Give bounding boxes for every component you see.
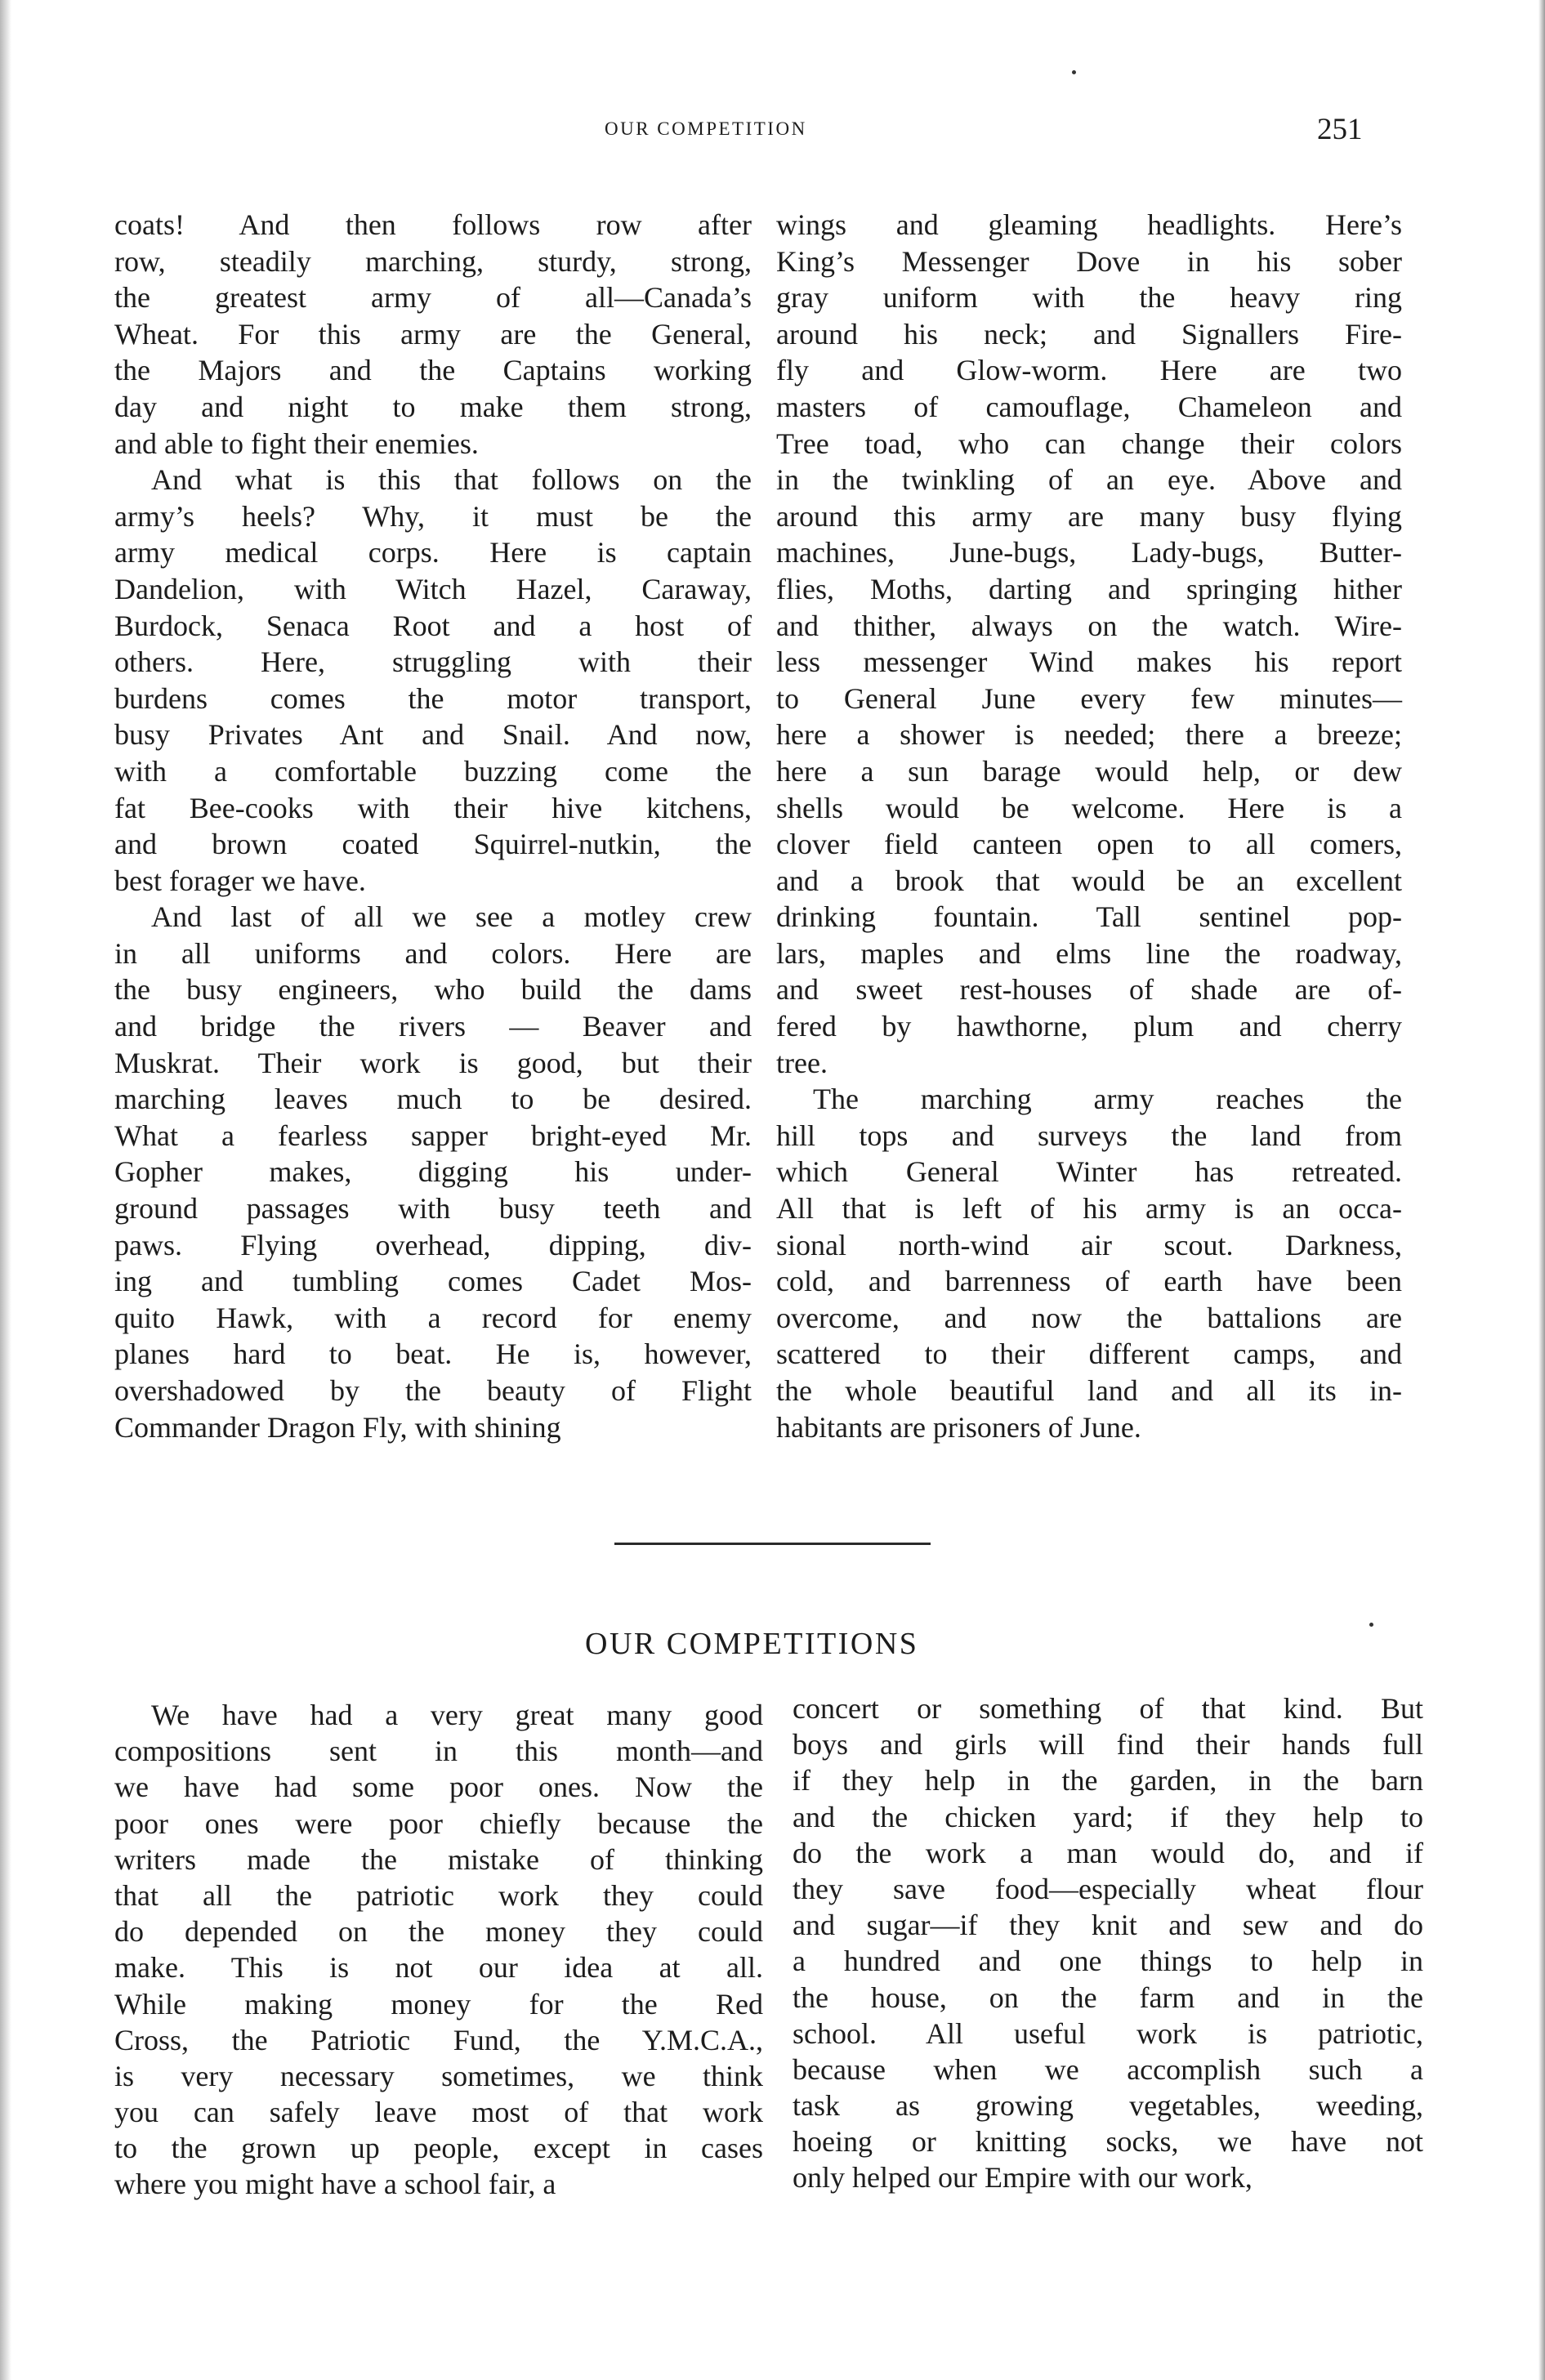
text-line: army medical corps. Here is captain (114, 536, 752, 569)
text-line: fat Bee-cooks with their hive kitchens, (114, 791, 752, 824)
text-line: fly and Glow-worm. Here are two (776, 354, 1402, 387)
text-line: and the chicken yard; if they help to (793, 1800, 1423, 1833)
text-line: masters of camouflage, Chameleon and (776, 390, 1402, 423)
text-line: make. This is not our idea at all. (114, 1951, 763, 1985)
text-line: and able to fight their enemies. (114, 426, 479, 460)
ink-speck (1072, 70, 1076, 74)
text-line: overshadowed by the beauty of Flight (114, 1374, 752, 1407)
section-divider (614, 1543, 931, 1545)
text-line: here a sun barage would help, or dew (776, 754, 1402, 788)
text-line: shells would be welcome. Here is a (776, 791, 1402, 824)
text-line: burdens comes the motor transport, (114, 681, 752, 715)
text-line: row, steadily marching, sturdy, strong, (114, 244, 752, 278)
text-line: the house, on the farm and in the (793, 1980, 1423, 2014)
text-line: only helped our Empire with our work, (793, 2161, 1253, 2195)
text-line: compositions sent in this month—and (114, 1735, 763, 1768)
competitions-left-column (114, 1697, 763, 2203)
text-line: While making money for the Red (114, 1987, 763, 2021)
text-line: concert or something of that kind. But (793, 1692, 1423, 1725)
text-line: paws. Flying overhead, dipping, div- (114, 1228, 752, 1261)
text-line: others. Here, struggling with their (114, 645, 752, 679)
text-line: quito Hawk, with a record for enemy (114, 1301, 752, 1334)
text-line: task as growing vegetables, weeding, (793, 2089, 1423, 2123)
text-line: What a fearless sapper bright-eyed Mr. (114, 1119, 752, 1152)
text-line: and thither, always on the watch. Wire- (776, 609, 1402, 642)
text-line: busy Privates Ant and Snail. And now, (114, 718, 752, 752)
text-line: the whole beautiful land and all its in- (776, 1374, 1402, 1407)
text-line: that all the patriotic work they could (114, 1878, 763, 1912)
text-line: boys and girls will find their hands full (793, 1728, 1423, 1762)
text-line: machines, June-bugs, Lady-bugs, Butter- (776, 536, 1402, 569)
text-line: and sweet rest-houses of shade are of- (776, 973, 1402, 1007)
text-line: here a shower is needed; there a breeze; (776, 718, 1402, 752)
text-line: the greatest army of all—Canada’s (114, 281, 752, 315)
text-line: around this army are many busy flying (776, 499, 1402, 533)
scan-edge-left (0, 0, 11, 2380)
text-line: Burdock, Senaca Root and a host of (114, 609, 752, 642)
text-line: habitants are prisoners of June. (776, 1410, 1141, 1444)
text-line: cold, and barrenness of earth have been (776, 1265, 1402, 1298)
text-line: ground passages with busy teeth and (114, 1192, 752, 1226)
text-line: school. All useful work is patriotic, (793, 2016, 1423, 2050)
text-line: if they help in the garden, in the barn (793, 1764, 1423, 1797)
text-line: in the twinkling of an eye. Above and (776, 463, 1402, 497)
text-line: drinking fountain. Tall sentinel pop- (776, 900, 1402, 934)
text-line: the Majors and the Captains working (114, 354, 752, 387)
text-line: sional north-wind air scout. Darkness, (776, 1228, 1402, 1261)
text-line: poor ones were poor chiefly because the (114, 1806, 763, 1840)
competitions-right-column (793, 1690, 1423, 2196)
text-line: And last of all we see a motley crew (151, 900, 752, 934)
text-line: clover field canteen open to all comers, (776, 828, 1402, 861)
text-line: day and night to make them strong, (114, 390, 752, 423)
text-line: Cross, the Patriotic Fund, the Y.M.C.A., (114, 2023, 763, 2056)
text-line: tree. (776, 1046, 828, 1079)
text-line: King’s Messenger Dove in his sober (776, 244, 1402, 278)
text-line: hoeing or knitting socks, we have not (793, 2125, 1423, 2159)
text-line: and bridge the rivers — Beaver and (114, 1010, 752, 1043)
article-left-column (114, 207, 752, 1445)
text-line: around his neck; and Signallers Fire- (776, 317, 1402, 351)
text-line: because when we accomplish such a (793, 2052, 1423, 2086)
text-line: writers made the mistake of thinking (114, 1842, 763, 1876)
text-line: Dandelion, with Witch Hazel, Caraway, (114, 572, 752, 605)
text-line: and sugar—if they knit and sew and do (793, 1909, 1423, 1942)
text-line: Tree toad, who can change their colors (776, 426, 1402, 460)
text-line: you can safely leave most of that work (114, 2096, 763, 2129)
text-line: with a comfortable buzzing come the (114, 754, 752, 788)
article-right-column (776, 207, 1402, 1445)
text-line: army’s heels? Why, it must be the (114, 499, 752, 533)
text-line: they save food—especially wheat flour (793, 1872, 1423, 1905)
text-line: lars, maples and elms line the roadway, (776, 936, 1402, 970)
text-line: and a brook that would be an excellent (776, 864, 1402, 897)
text-line: The marching army reaches the (813, 1083, 1402, 1116)
text-line: and brown coated Squirrel-nutkin, the (114, 828, 752, 861)
text-line: Muskrat. Their work is good, but their (114, 1046, 752, 1079)
text-line: do depended on the money they could (114, 1915, 763, 1949)
text-line: hill tops and surveys the land from (776, 1119, 1402, 1152)
text-line: ing and tumbling comes Cadet Mos- (114, 1265, 752, 1298)
text-line: is very necessary sometimes, we think (114, 2059, 763, 2092)
text-line: scattered to their different camps, and (776, 1337, 1402, 1371)
scan-edge-right (1538, 0, 1545, 2380)
text-line: overcome, and now the battalions are (776, 1301, 1402, 1334)
text-line: flies, Moths, darting and springing hither (776, 572, 1402, 605)
text-line: best forager we have. (114, 864, 366, 897)
text-line: gray uniform with the heavy ring (776, 281, 1402, 315)
text-line: marching leaves much to be desired. (114, 1083, 752, 1116)
text-line: fered by hawthorne, plum and cherry (776, 1010, 1402, 1043)
text-line: to General June every few minutes— (776, 681, 1402, 715)
text-line: less messenger Wind makes his report (776, 645, 1402, 679)
text-line: Commander Dragon Fly, with shining (114, 1410, 561, 1444)
text-line: Wheat. For this army are the General, (114, 317, 752, 351)
text-line: Gopher makes, digging his under- (114, 1155, 752, 1189)
text-line: the busy engineers, who build the dams (114, 973, 752, 1007)
text-line: And what is this that follows on the (151, 463, 752, 497)
text-line: where you might have a school fair, a (114, 2168, 556, 2201)
text-line: wings and gleaming headlights. Here’s (776, 208, 1402, 241)
page-number: 251 (1317, 113, 1363, 146)
text-line: We have had a very great many good (151, 1699, 763, 1731)
text-line: do the work a man would do, and if (793, 1836, 1423, 1869)
text-line: we have had some poor ones. Now the (114, 1770, 763, 1804)
text-line: All that is left of his army is an occa- (776, 1192, 1402, 1226)
text-line: in all uniforms and colors. Here are (114, 936, 752, 970)
text-line: a hundred and one things to help in (793, 1945, 1423, 1978)
running-title: OUR COMPETITION (605, 118, 807, 139)
text-line: which General Winter has retreated. (776, 1155, 1402, 1189)
text-line: to the grown up people, except in cases (114, 2132, 763, 2165)
section-title: OUR COMPETITIONS (585, 1627, 919, 1661)
text-line: planes hard to beat. He is, however, (114, 1337, 752, 1371)
text-line: coats! And then follows row after (114, 208, 752, 241)
ink-speck (1369, 1623, 1373, 1627)
